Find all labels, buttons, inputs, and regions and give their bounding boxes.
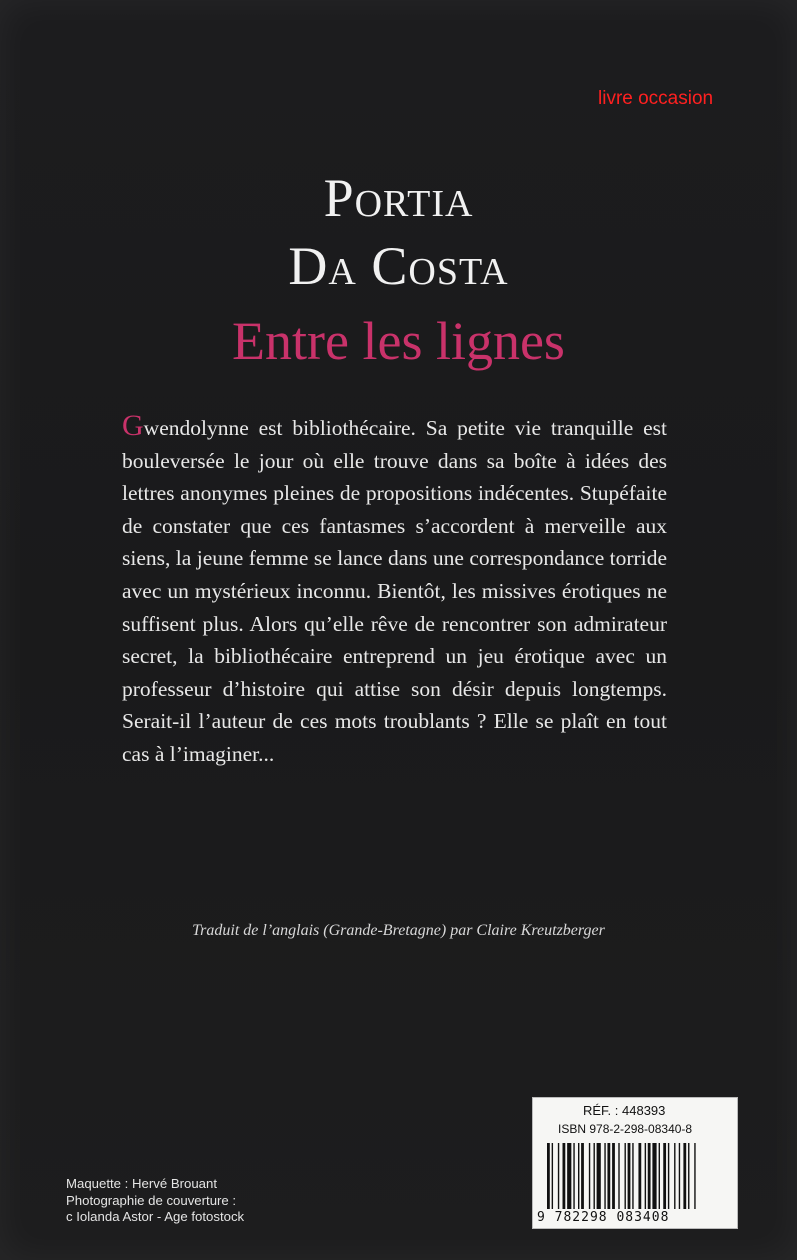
author-first-name: Portia: [323, 168, 474, 228]
author-last-name: Da Costa: [288, 236, 509, 296]
design-credits: [66, 1176, 244, 1226]
blurb-text: wendolynne est bibliothécaire. Sa petite vie tranquille est bouleversée le jour où elle trouve dans sa boîte à idées des lettres anonymes pleines de propositions indécentes. Stupéfaite de constater que ces fantasmes s’accordent à merveille aux siens, la jeune femme se lance dans une correspondance torride avec un mystérieux inconnu. Bientôt, les missives érotiques ne suffisent plus. Alors qu’elle rêve de rencontrer son admirateur secret, la bibliothécaire entreprend un jeu érotique avec un professeur d’histoire qui attise son désir depuis longtemps. Serait-il l’auteur de ces mots troublants ? Elle se plaît en tout cas à l’imaginer...: [122, 416, 667, 766]
barcode-label: [532, 1097, 738, 1229]
reference-number: RÉF. : 448393: [583, 1103, 666, 1118]
barcode-icon: [547, 1143, 731, 1209]
book-title: Entre les lignes: [232, 311, 565, 371]
isbn-number: ISBN 978-2-298-08340-8: [558, 1122, 693, 1136]
credit-line: c Iolanda Astor - Age fotostock: [66, 1209, 245, 1224]
barcode-digits: 9 782298 083408: [537, 1210, 670, 1225]
book-blurb: [122, 409, 667, 771]
drop-cap: G: [122, 409, 144, 442]
credit-line: Photographie de couverture :: [66, 1192, 237, 1208]
used-book-sticker: livre occasion: [598, 88, 714, 109]
credit-line: Maquette : Hervé Brouant: [66, 1176, 218, 1191]
translator-credit: Traduit de l’anglais (Grande-Bretagne) par Claire Kreutzberger: [192, 922, 605, 939]
